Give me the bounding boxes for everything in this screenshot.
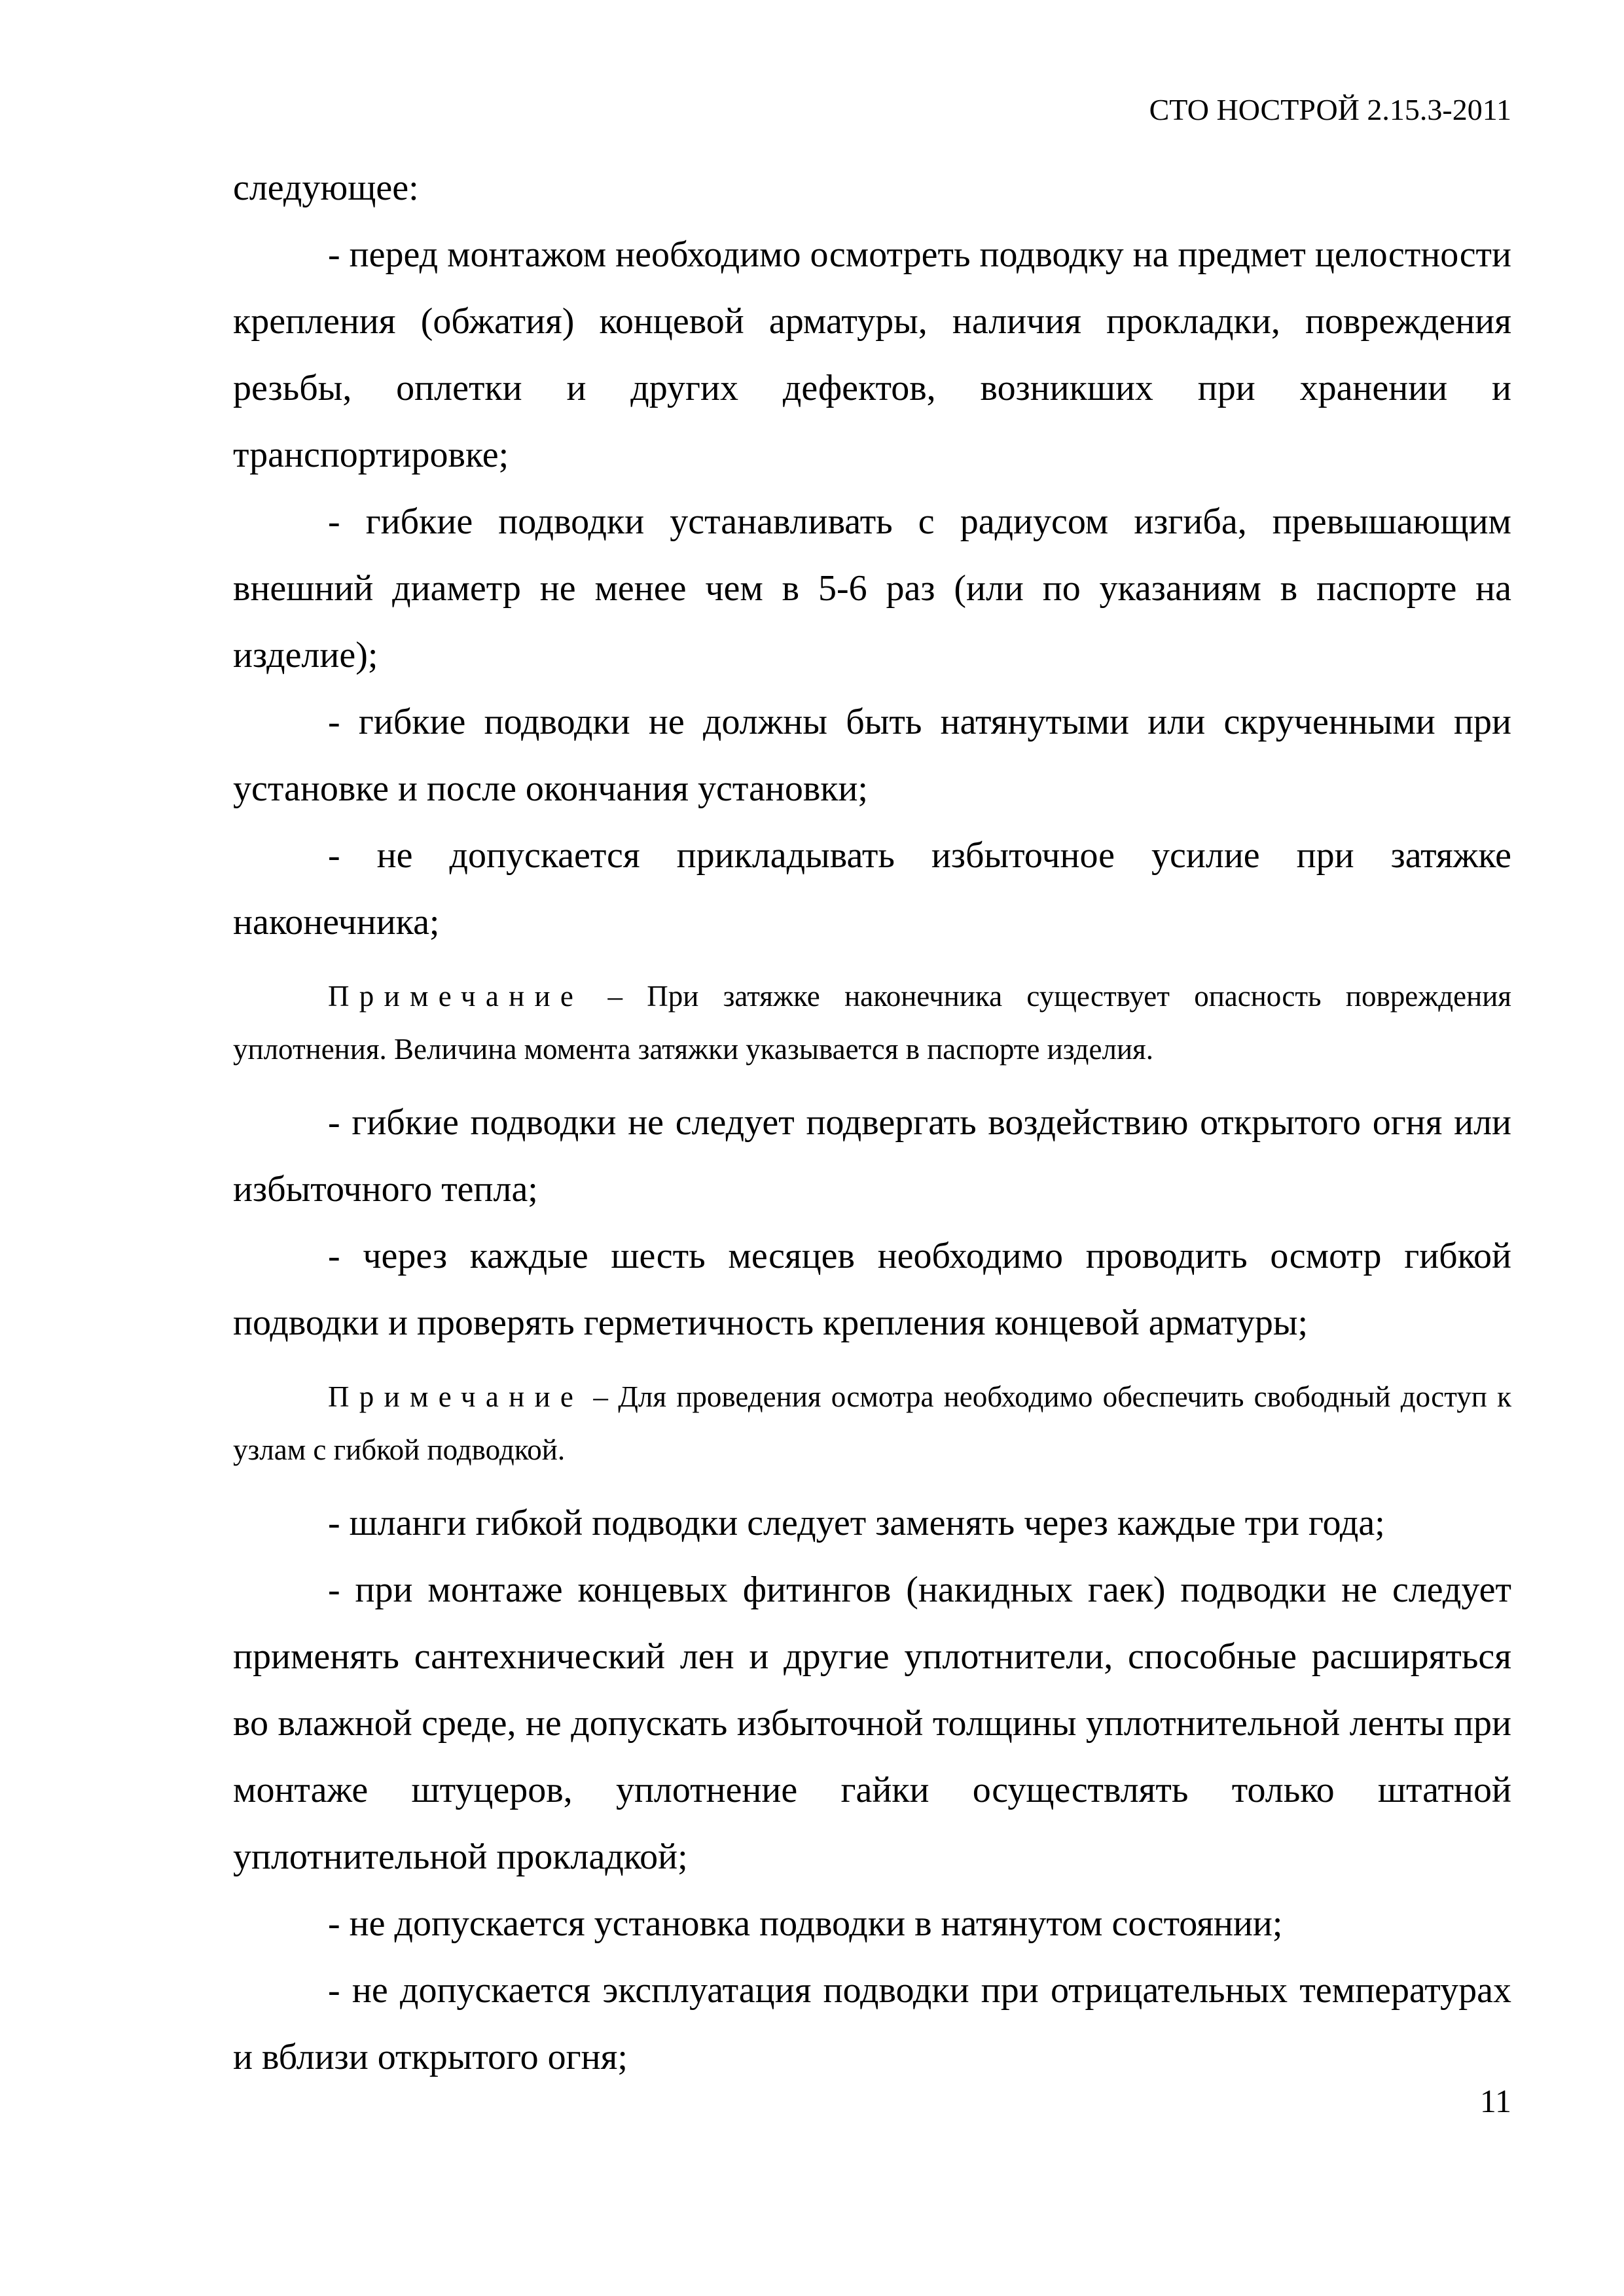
note-inspection-access	[233, 1371, 1511, 1477]
list-item-no-fire-heat: - гибкие подводки не следует подвергать воздействию открытого огня или избыточного тепла;	[233, 1102, 1511, 1210]
list-item-fittings-sealing: - при монтаже концевых фитингов (накидных гаек) подводки не следует применять сантехнический лен и другие уплотнители, способные расширяться во влажной среде, не допускать избыточной толщины уплотнительной ленты при монтаже штуцеров, уплотнение гайки осуществлять только штатной уплотнительной прокладкой;	[233, 1570, 1511, 1877]
document-code-header: СТО НОСТРОЙ 2.15.3-2011	[1149, 93, 1511, 126]
note-label: Примечание	[328, 1380, 584, 1413]
page-number: 11	[1479, 2083, 1511, 2119]
list-item-no-stretched-install: - не допускается установка подводки в натянутом состоянии;	[328, 1903, 1283, 1944]
document-body	[233, 154, 1511, 2090]
note-label: Примечание	[328, 980, 584, 1013]
note-text: – При затяжке наконечника существует опасность повреждения уплотнения. Величина момента затяжки указывается в паспорте изделия.	[233, 980, 1511, 1066]
list-item-no-excess-force: - не допускается прикладывать избыточное усилие при затяжке наконечника;	[233, 835, 1511, 942]
list-item-bend-radius: - гибкие подводки устанавливать с радиусом изгиба, превышающим внешний диаметр не менее чем в 5-6 раз (или по указаниям в паспорте на изделие);	[233, 501, 1511, 675]
list-item-replace-hoses: - шланги гибкой подводки следует заменять через каждые три года;	[328, 1503, 1385, 1543]
list-item-inspection-interval: - через каждые шесть месяцев необходимо проводить осмотр гибкой подводки и проверять герметичность крепления концевой арматуры;	[233, 1236, 1511, 1343]
note-text: – Для проведения осмотра необходимо обеспечить свободный доступ к узлам с гибкой подводкой.	[233, 1380, 1511, 1466]
note-tightening	[233, 970, 1511, 1076]
list-item-inspect-before-mounting: - перед монтажом необходимо осмотреть подводку на предмет целостности крепления (обжатия) концевой арматуры, наличия прокладки, повреждения резьбы, оплетки и других дефектов, возникших при хранении и транспортировке;	[233, 234, 1511, 475]
list-item-no-low-temperature: - не допускается эксплуатация подводки при отрицательных температурах и вблизи открытого огня;	[233, 1970, 1511, 2077]
list-item-no-tension-twist: - гибкие подводки не должны быть натянутыми или скрученными при установке и после окончания установки;	[233, 702, 1511, 809]
paragraph-intro: следующее:	[233, 168, 419, 208]
